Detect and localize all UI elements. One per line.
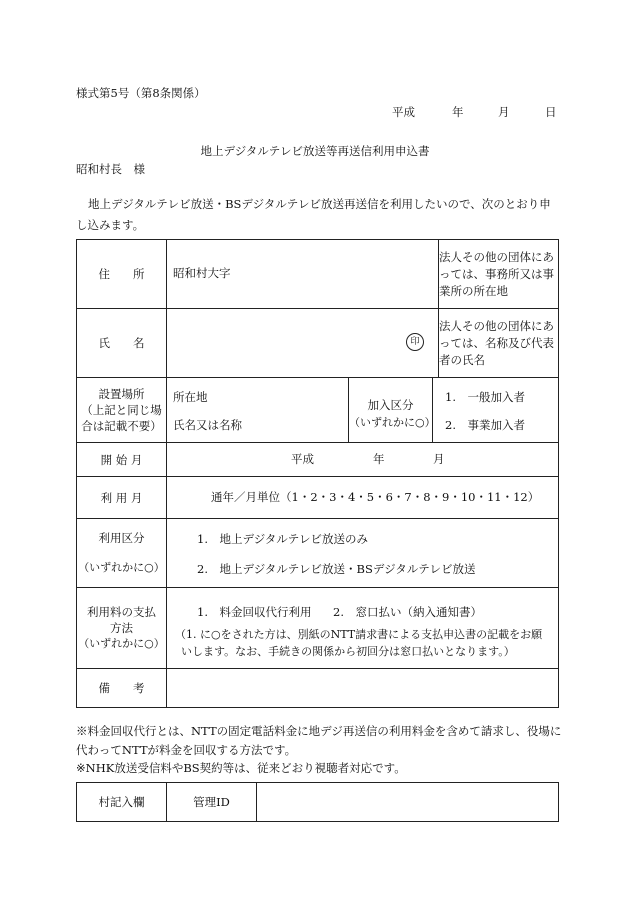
start-month-field[interactable] [167, 443, 559, 477]
payment-label [77, 588, 167, 669]
row-name [77, 309, 559, 378]
address-label: 住 所 [77, 240, 167, 309]
subscriber-type-options [433, 378, 559, 443]
payment-label-line1: 利用料の支払 [87, 605, 156, 619]
footnote-collection: ※料金回収代行とは、NTTの固定電話料金に地デジ再送信の利用料金を含めて請求し、役場に代わってNTTが料金を回収する方法です。 [76, 724, 562, 757]
usage-month-value: 通年／月単位（1・2・3・4・5・6・7・8・9・10・11・12） [211, 490, 540, 504]
row-category [77, 519, 559, 588]
category-option-terrestrial[interactable]: 1. 地上デジタルテレビ放送のみ [197, 532, 369, 546]
name-note: 法人その他の団体にあっては、名称及び代表者の氏名 [439, 309, 559, 378]
payment-option-counter[interactable]: 2. 窓口払い（納入通知書） [333, 605, 482, 619]
name-label: 氏 名 [77, 309, 167, 378]
category-hint: （いずれかに○） [78, 561, 165, 574]
install-label-line3: 合は記載不要） [81, 419, 162, 433]
office-use-table [76, 782, 559, 822]
address-note: 法人その他の団体にあっては、事務所又は事業所の所在地 [439, 240, 559, 309]
remarks-label: 備 考 [77, 669, 167, 708]
form-number: 様式第5号（第8条関係） [76, 86, 206, 100]
usage-month-field[interactable] [167, 477, 559, 519]
usage-month-label: 利 用 月 [77, 477, 167, 519]
addressee: 昭和村長 様 [76, 162, 145, 176]
payment-note-line1: （1. に○をされた方は、別紙のNTT請求書による支払申込書の記載をお願 [175, 628, 543, 641]
date-era: 平成 [392, 105, 415, 119]
address-value: 昭和村大字 [173, 266, 231, 280]
row-address [77, 240, 559, 309]
install-location-label: 所在地 [173, 390, 208, 404]
start-era: 平成 [291, 452, 314, 466]
office-row [77, 783, 559, 822]
category-option-terrestrial-bs[interactable]: 2. 地上デジタルテレビ放送・BSデジタルテレビ放送 [197, 562, 476, 576]
payment-note-line2: いします。なお、手続きの関係から初回分は窓口払いとなります。） [181, 645, 515, 658]
remarks-field[interactable] [167, 669, 559, 708]
install-owner-label: 氏名又は名称 [173, 418, 242, 432]
document-title: 地上デジタルテレビ放送等再送信利用申込書 [200, 144, 430, 158]
management-id-field[interactable] [257, 783, 559, 822]
install-label-line1: 設置場所 [98, 387, 145, 401]
install-field[interactable] [167, 378, 349, 443]
payment-label-line3: （いずれかに○） [78, 637, 165, 650]
seal-mark: 印 [406, 333, 424, 351]
name-field[interactable] [167, 309, 439, 378]
row-start-month [77, 443, 559, 477]
row-payment [77, 588, 559, 669]
date-month: 月 [498, 105, 510, 119]
intro-body: 地上デジタルテレビ放送・BSデジタルテレビ放送再送信を利用したいので、次のとおり申し込みます。 [76, 197, 551, 232]
office-label: 村記入欄 [77, 783, 167, 822]
subscriber-type-hint: （いずれかに○） [349, 416, 436, 429]
management-id-label: 管理ID [167, 783, 257, 822]
start-month-label: 開 始 月 [77, 443, 167, 477]
category-options [167, 519, 559, 588]
category-title: 利用区分 [98, 531, 145, 545]
install-label [77, 378, 167, 443]
row-usage-month [77, 477, 559, 519]
subscriber-type-title: 加入区分 [367, 398, 414, 412]
start-month: 月 [433, 452, 445, 466]
subscriber-option-general[interactable]: 1. 一般加入者 [445, 390, 525, 404]
payment-field [167, 588, 559, 669]
start-year: 年 [373, 452, 385, 466]
payment-option-collection[interactable]: 1. 料金回収代行利用 [197, 605, 312, 619]
intro-text [76, 194, 558, 236]
subscriber-option-business[interactable]: 2. 事業加入者 [445, 418, 525, 432]
category-label [77, 519, 167, 588]
date-day: 日 [545, 105, 557, 119]
row-install [77, 378, 559, 443]
footnote-nhk: ※NHK放送受信料やBS契約等は、従来どおり視聴者対応です。 [76, 761, 406, 775]
subscriber-type-label [349, 378, 436, 443]
address-field[interactable] [167, 240, 439, 309]
application-table [76, 239, 559, 708]
payment-label-line2: 方法 [110, 621, 133, 635]
install-label-line2: （上記と同じ場 [81, 403, 162, 417]
row-remarks [77, 669, 559, 708]
date-year: 年 [452, 105, 464, 119]
